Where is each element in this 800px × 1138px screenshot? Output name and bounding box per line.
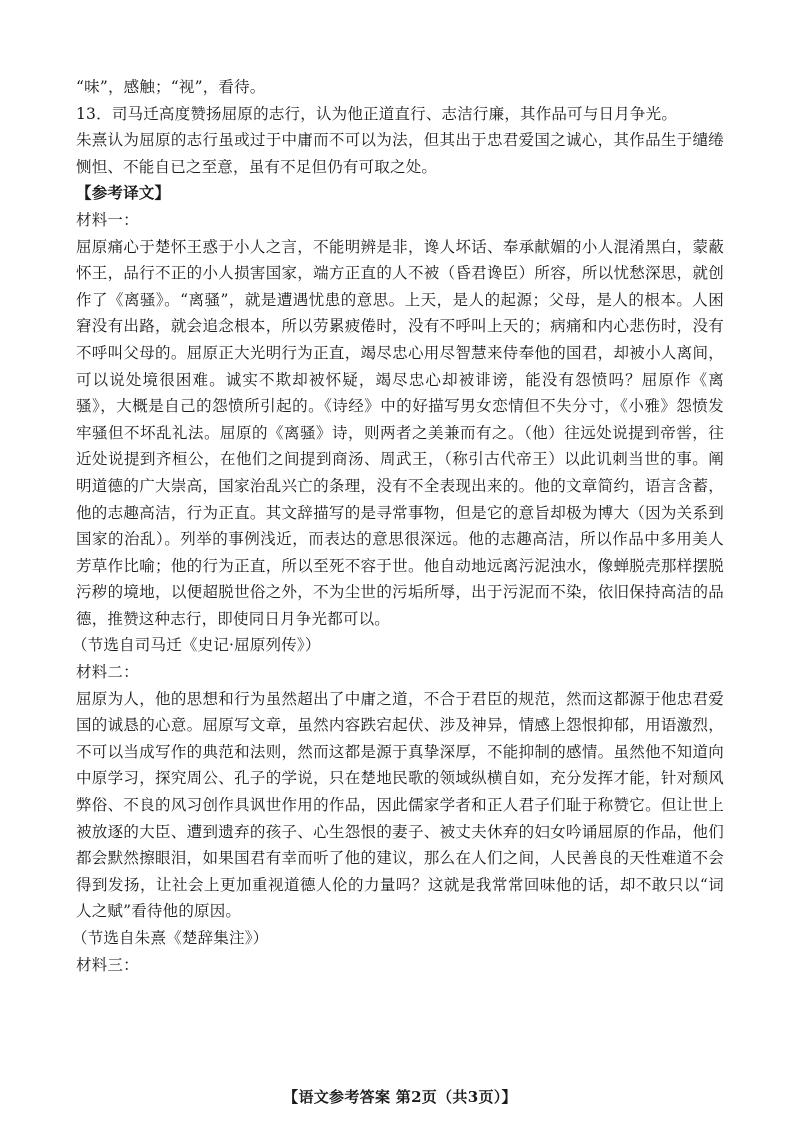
- answer-13-sima-qian: 13．司马迁高度赞扬屈原的志行，认为他正道直行、志洁行廉，其作品可与日月争光。: [76, 104, 678, 123]
- page-footer: 【语文参考答案 第2页（共3页）】: [283, 1088, 517, 1106]
- translation-heading: 【参考译文】: [76, 183, 171, 203]
- material-2-source: （节选自朱熹《楚辞集注》）: [72, 929, 269, 947]
- material-1-label: 材料一：: [76, 210, 139, 229]
- material-2-label: 材料二：: [76, 663, 139, 682]
- answer-line-word-gloss: “味”，感触；“视”，看待。: [76, 78, 266, 96]
- answer-13-zhu-xi: 朱熹认为屈原的志行虽或过于中庸而不可以为法，但其出于忠君爱国之诚心，其作品生于缱绻恻怛、不能自已之至意，虽有不足但仍有可取之处。: [76, 131, 724, 176]
- material-1-source: （节选自司马迁《史记·屈原列传》）: [72, 636, 321, 655]
- material-2-body: 屈原为人，他的思想和行为虽然超出了中庸之道，不合于君臣的规范，然而这都源于他忠君爱国的诚恳的心意。屈原写文章，虽然内容跌宕起伏、涉及神异，情感上怨恨抑郁，用语激烈，不可以当成写作的典范和法则，然而这都是源于真挚深厚，不能抑制的感情。虽然他不知道向中原学习，探究周公、孔子的学说，只在楚地民歌的领域纵横自如，充分发挥才能，针对颓风弊俗、不良的风习创作具讽世作用的作品，因此儒家学者和正人君子们耻于称赞它。但让世上被放逐的大臣、遭到遗弃的孩子、心生怨恨的妻子、被丈夫休弃的妇女吟诵屈原的作品，他们都会默然擦眼泪，如果国君有幸而听了他的建议，那么在人们之间，人民善良的天性难道不会得到发扬，让社会上更加重视道德人伦的力量吗？这就是我常常回味他的话，却不敢只以“词人之赋”看待他的原因。: [76, 689, 724, 921]
- material-3-label: 材料三：: [76, 955, 139, 974]
- material-1-body: 屈原痛心于楚怀王惑于小人之言，不能明辨是非，谗人坏话、奉承献媚的小人混淆黑白，蒙蔽怀王，品行不正的小人损害国家，端方正直的人不被（昏君谗臣）所容，所以忧愁深思，就创作了《离骚》。“离骚”，就是遭遇忧患的意思。上天，是人的起源；父母，是人的根本。人困窘没有出路，就会追念根本，所以劳累疲倦时，没有不呼叫上天的；病痛和内心悲伤时，没有不呼叫父母的。屈原正大光明行为正直，竭尽忠心用尽智慧来侍奉他的国君，却被小人离间，可以说处境很困难。诚实不欺却被怀疑，竭尽忠心却被诽谤，能没有怨愤吗？屈原作《离骚》，大概是自己的怨愤所引起的。《诗经》中的好描写男女恋情但不失分寸，《小雅》怨愤发牢骚但不坏乱礼法。屈原的《离骚》诗，则两者之美兼而有之。（他）往远处说提到帝喾，往近处说提到齐桓公，在他们之间提到商汤、周武王，（称引古代帝王）以此讥刺当世的事。阐明道德的广大崇高，国家治乱兴亡的条理，没有不全表现出来的。他的文章简约，语言含蓄，他的志趣高洁，行为正直。其文辞描写的是寻常事物，但是它的意旨却极为博大（因为关系到国家的治乱）。列举的事例浅近，而表达的意思很深远。他的志趣高洁，所以作品中多用美人芳草作比喻；他的行为正直，所以至死不容于世。他自动地远离污泥浊水，像蝉脱壳那样摆脱污秽的境地，以便超脱世俗之外，不为尘世的污垢所辱，出于污泥而不染，依旧保持高洁的品德，推赞这种志行，即使同日月争光都可以。: [76, 237, 724, 628]
- answer-page-content: [72, 74, 724, 978]
